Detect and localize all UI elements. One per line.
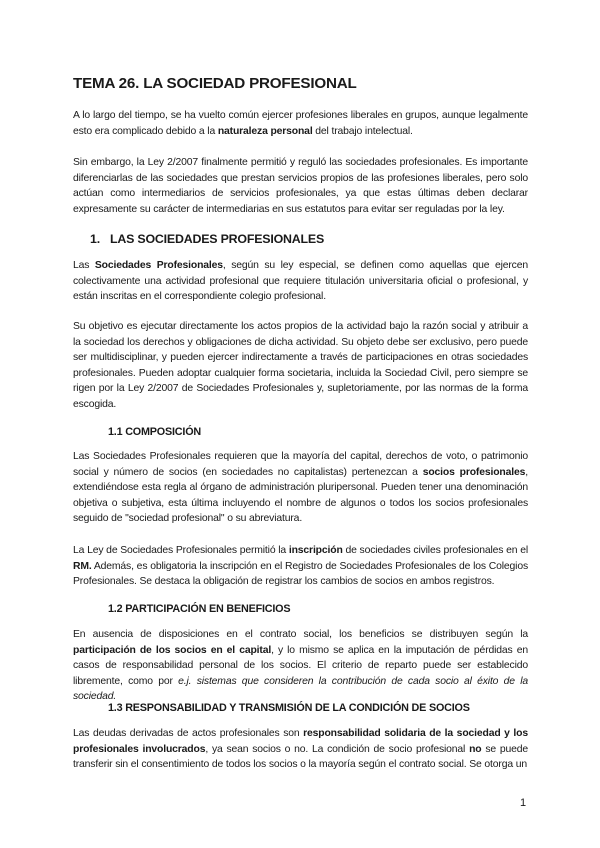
page-number: 1 xyxy=(520,797,527,809)
section-1-heading: 1. LAS SOCIEDADES PROFESIONALES xyxy=(90,232,325,246)
intro-paragraph-1: A lo largo del tiempo, se ha vuelto común ejercer profesiones liberales en grupos, aunque legalmente esto era complicado debido a la naturaleza personal del trabajo intelectual. xyxy=(73,110,528,137)
subsection-1-3-heading: 1.3 RESPONSABILIDAD Y TRANSMISIÓN DE LA CONDICIÓN DE SOCIOS xyxy=(108,702,470,714)
page-title: TEMA 26. LA SOCIEDAD PROFESIONAL xyxy=(73,75,357,92)
subsection-1-1-paragraph-2: La Ley de Sociedades Profesionales permitió la inscripción de sociedades civiles profesionales en el RM. Además, es obligatoria la inscripción en el Registro de Sociedades Profesionales de los Colegios Profesionales. Se destaca la obligación de registrar los cambios de socios en ambos registros. xyxy=(73,545,528,587)
subsection-1-2-heading: 1.2 PARTICIPACIÓN EN BENEFICIOS xyxy=(108,603,291,615)
subsection-1-3-paragraph-1: Las deudas derivadas de actos profesionales son responsabilidad solidaria de la sociedad y los profesionales involucrados, ya sean socios o no. La condición de socio profesional no se puede transferir sin el consentimiento de todos los socios o la mayoría según el contrato social. Se otorga un xyxy=(73,728,529,770)
subsection-1-1-paragraph-1: Las Sociedades Profesionales requieren que la mayoría del capital, derechos de voto, o patrimonio social y número de socios (en sociedades no capitalistas) pertenezcan a socios profesionales, extendiéndose esta regla al órgano de administración pluripersonal. Pueden tener una denominación objetiva o subjetiva, esta última incluyendo el nombre de algunos o todos los socios profesionales seguido de "sociedad profesional" o su abreviatura. xyxy=(73,451,528,524)
section-1-paragraph-1: Las Sociedades Profesionales, según su ley especial, se definen como aquellas que ejercen colectivamente una actividad profesional que requiere titulación universitaria oficial o profesional, y están inscritas en el correspondiente colegio profesional. xyxy=(73,260,528,302)
intro-paragraph-2: Sin embargo, la Ley 2/2007 finalmente permitió y reguló las sociedades profesionales. Es importante diferenciarlas de las sociedades que prestan servicios propios de las profesiones liberales, pero solo actúan como intermediarios de servicios profesionales, ya que estas últimas deben declarar expresamente su carácter de intermediarias en sus estatutos para evitar ser reguladas por la ley. xyxy=(73,157,528,215)
subsection-1-2-paragraph-1: En ausencia de disposiciones en el contrato social, los beneficios se distribuyen según la participación de los socios en el capital, y lo mismo se aplica en la imputación de pérdidas en casos de responsabilidad personal de los socios. El criterio de reparto puede ser establecido libremente, como por e.j. sistemas que consideren la contribución de cada socio al éxito de la sociedad. xyxy=(73,629,529,702)
subsection-1-1-heading: 1.1 COMPOSICIÓN xyxy=(108,426,201,438)
section-1-paragraph-2: Su objetivo es ejecutar directamente los actos propios de la actividad bajo la razón social y atribuir a la sociedad los derechos y obligaciones de dicha actividad. Su objeto debe ser exclusivo, pero puede ser multidisciplinar, y pueden ejercer indirectamente a través de participaciones en otras sociedades profesionales. Pueden adoptar cualquier forma societaria, incluida la Sociedad Civil, pero siempre se rigen por la Ley 2/2007 de Sociedades Profesionales y, supletoriamente, por las normas de la forma escogida. xyxy=(73,321,528,410)
